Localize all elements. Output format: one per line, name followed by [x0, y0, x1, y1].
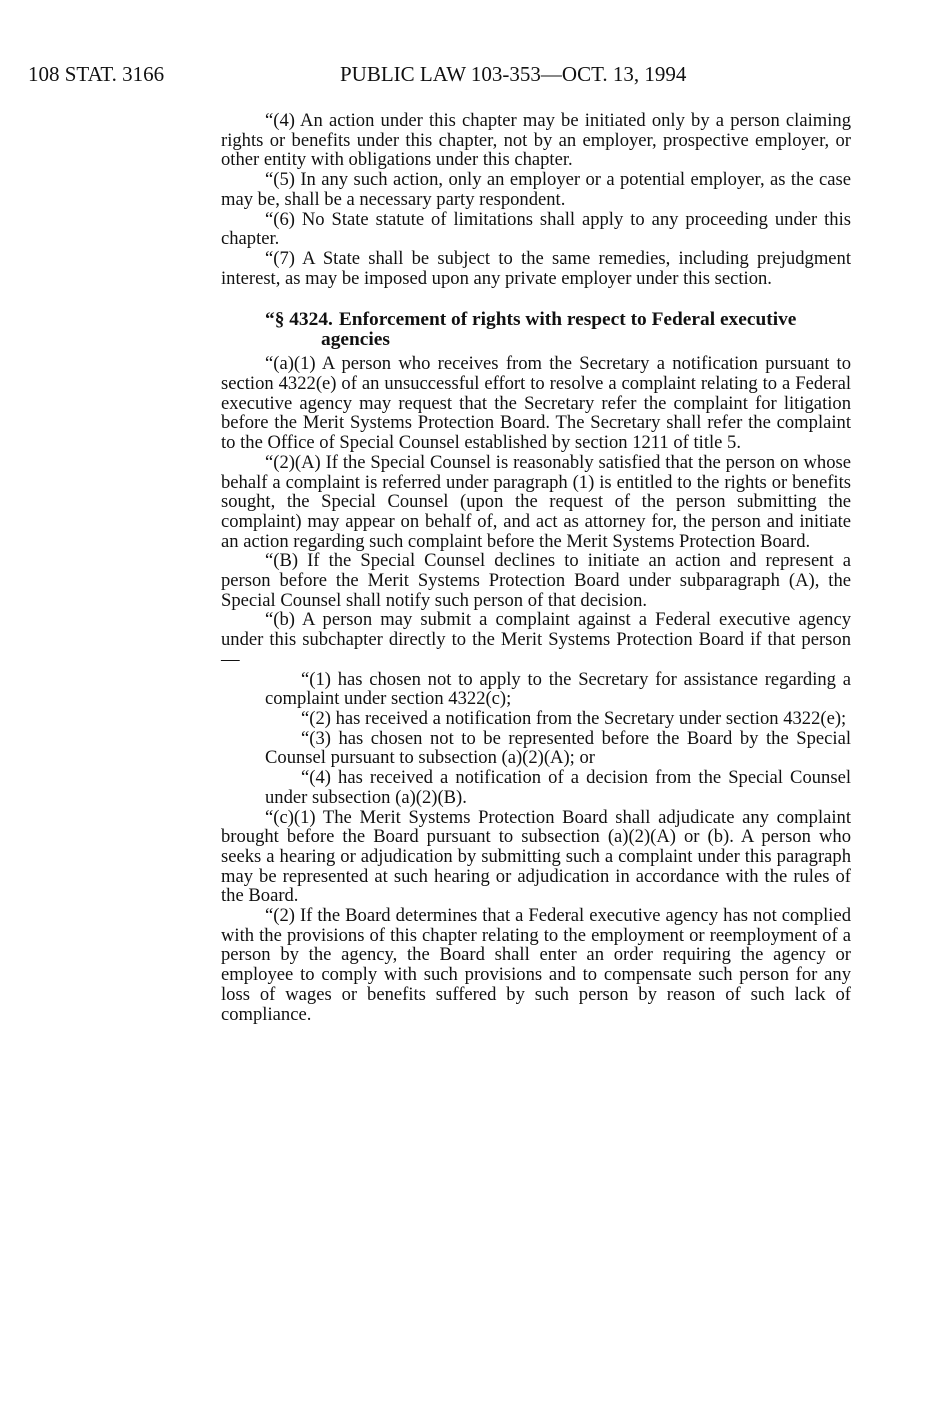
paragraph-7: “(7) A State shall be subject to the same remedies, including prejudgment interest, as may be imposed upon any private employer under this section.: [221, 247, 851, 289]
paragraph-a1: “(a)(1) A person who receives from the Secretary a notification pursuant to section 4322(e) of an unsuccessful effort to resolve a complaint relating to a Federal executive agency may request that the Secretary refer the complaint for litigation before the Merit Systems Protection Board. The Secretary shall refer the complaint to the Office of Special Counsel established by section 1211 of title 5.: [221, 353, 851, 454]
subitem-2: “(2) has received a notification from the Secretary under section 4322(e);: [301, 707, 847, 729]
paragraph-b: “(b) A person may submit a complaint against a Federal executive agency under this subchapter directly to the Merit Systems Protection Board if that person—: [221, 609, 851, 670]
section-number: “§ 4324.: [265, 309, 333, 331]
paragraph-c2: “(2) If the Board determines that a Federal executive agency has not complied with the provisions of this chapter relating to the employment or reemployment of a person by the agency, the Board shall enter an order requiring the agency or employee to comply with such provisions and to compensate such person for any loss of wages or benefits suffered by such person by reason of such lack of compliance.: [221, 905, 851, 1025]
paragraph-c1: “(c)(1) The Merit Systems Protection Board shall adjudicate any complaint brought before the Board pursuant to subsection (a)(2)(A) or (b). A person who seeks a hearing or adjudication by submitting such a complaint under this paragraph may be represented at such hearing or adjudication in accordance with the rules of the Board.: [221, 806, 851, 907]
document-body: [221, 111, 851, 1024]
section-title: Enforcement of rights with respect to Federal executive agencies: [321, 309, 797, 351]
statute-reference: 108 STAT. 3166: [28, 62, 165, 86]
page-header: [0, 62, 948, 92]
paragraph-a2A: “(2)(A) If the Special Counsel is reasonably satisfied that the person on whose behalf a complaint is referred under paragraph (1) is entitled to the rights or benefits sought, the Special Counsel (upon the request of the person submitting the complaint) may appear on behalf of, and act as attorney for, the person and initiate an action regarding such complaint before the Merit Systems Protection Board.: [221, 451, 851, 552]
section-heading: [221, 310, 851, 350]
paragraph-a2B: “(B) If the Special Counsel declines to initiate an action and represent a person before the Merit Systems Protection Board under subparagraph (A), the Special Counsel shall notify such person of that decision.: [221, 550, 851, 611]
paragraph-4: “(4) An action under this chapter may be initiated only by a person claiming rights or benefits under this chapter, not by an employer, prospective employer, or other entity with obligations under this chapter.: [221, 110, 851, 171]
paragraph-5: “(5) In any such action, only an employer or a potential employer, as the case may be, shall be a necessary party respondent.: [221, 169, 851, 210]
paragraph-6: “(6) No State statute of limitations shall apply to any proceeding under this chapter.: [221, 208, 851, 250]
subitem-3: “(3) has chosen not to be represented before the Board by the Special Counsel pursuant to subsection (a)(2)(A); or: [265, 727, 851, 769]
subitem-1: “(1) has chosen not to apply to the Secretary for assistance regarding a complaint under section 4322(c);: [265, 668, 851, 710]
subitem-4: “(4) has received a notification of a decision from the Special Counsel under subsection (a)(2)(B).: [265, 767, 851, 808]
public-law-reference: PUBLIC LAW 103-353—OCT. 13, 1994: [340, 62, 687, 86]
